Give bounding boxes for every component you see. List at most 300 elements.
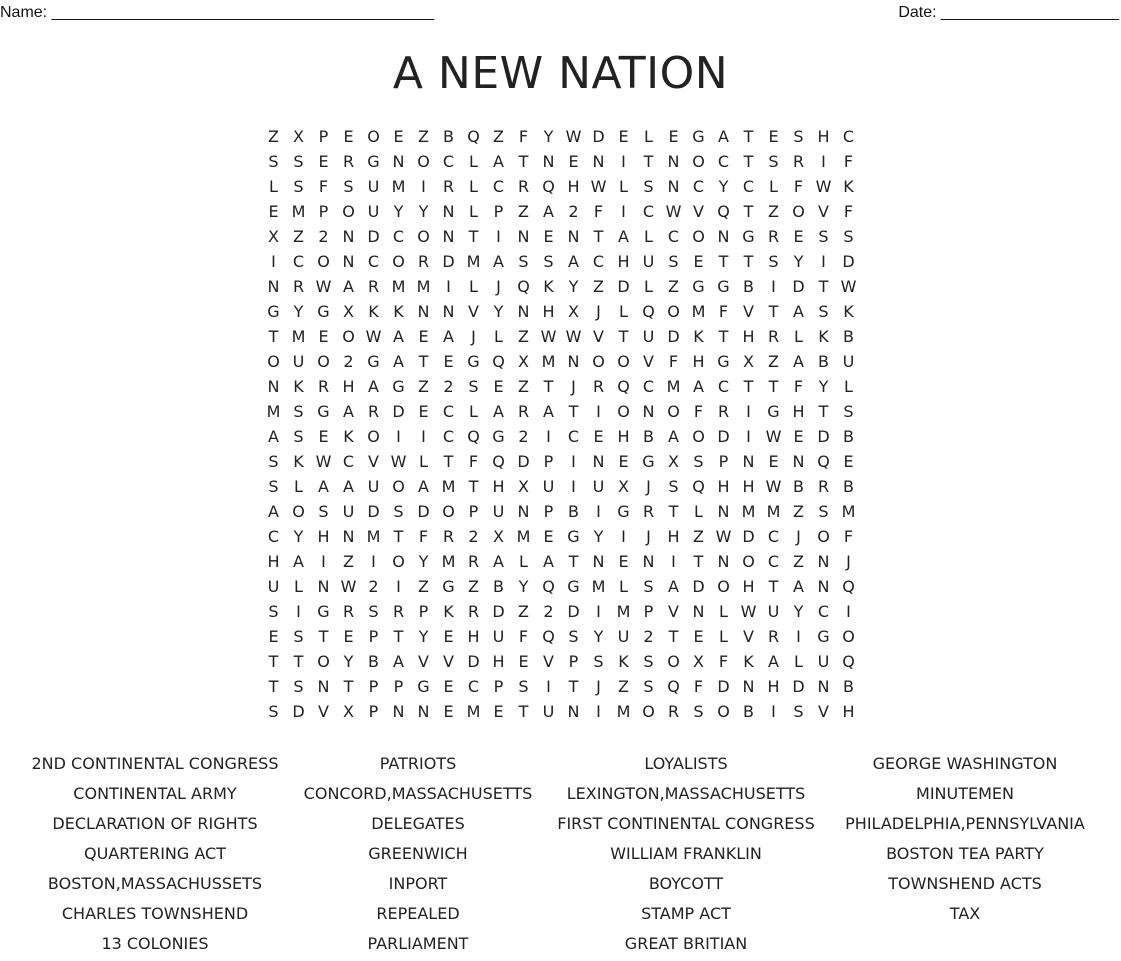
grid-letter: N — [592, 552, 605, 571]
grid-letter: Y — [568, 277, 579, 296]
grid-letter: U — [817, 652, 830, 671]
grid-letter: V — [743, 302, 754, 321]
grid-letter: C — [442, 402, 455, 421]
grid-letter: H — [492, 652, 505, 671]
grid-letter: I — [796, 627, 801, 646]
grid-letter: S — [818, 227, 829, 246]
grid-letter: K — [393, 302, 404, 321]
grid-letter: H — [717, 477, 730, 496]
grid-letter: S — [843, 402, 854, 421]
grid-letter: I — [771, 702, 776, 721]
grid-letter: P — [418, 602, 429, 621]
grid-letter: Z — [768, 202, 779, 221]
grid-letter: V — [818, 202, 829, 221]
grid-letter: I — [446, 277, 451, 296]
grid-letter: I — [596, 502, 601, 521]
grid-letter: O — [367, 427, 380, 446]
grid-letter: L — [844, 377, 853, 396]
grid-letter: Q — [667, 677, 680, 696]
grid-letter: B — [793, 477, 804, 496]
grid-letter: S — [318, 502, 329, 521]
grid-letter: K — [368, 302, 379, 321]
grid-letter: F — [668, 352, 679, 371]
grid-letter: O — [442, 502, 455, 521]
grid-letter: K — [293, 377, 304, 396]
grid-letter: Z — [518, 602, 529, 621]
grid-letter: N — [742, 677, 755, 696]
grid-row — [261, 424, 861, 449]
grid-letter: H — [342, 377, 355, 396]
grid-letter: C — [717, 377, 730, 396]
grid-letter: G — [767, 402, 780, 421]
grid-letter: H — [317, 527, 330, 546]
grid-letter: I — [596, 602, 601, 621]
grid-letter: Y — [543, 127, 554, 146]
grid-letter: X — [668, 452, 679, 471]
grid-letter: S — [518, 677, 529, 696]
grid-letter: S — [293, 402, 304, 421]
word-bank-item: LEXINGTON,MASSACHUSETTS — [566, 784, 806, 803]
grid-row — [261, 474, 861, 499]
grid-letter: P — [543, 452, 554, 471]
word-bank-item: GREENWICH — [368, 844, 468, 863]
word-bank-item: CONTINENTAL ARMY — [73, 784, 237, 803]
grid-letter: R — [342, 152, 355, 171]
grid-letter: G — [817, 627, 830, 646]
grid-letter: S — [293, 677, 304, 696]
grid-letter: A — [493, 552, 504, 571]
grid-letter: I — [621, 152, 626, 171]
grid-letter: T — [593, 227, 604, 246]
grid-letter: P — [368, 627, 379, 646]
word-bank-item: WILLIAM FRANKLIN — [610, 844, 762, 863]
grid-letter: H — [467, 627, 480, 646]
grid-letter: B — [743, 702, 754, 721]
grid-letter: M — [391, 277, 406, 296]
grid-letter: A — [793, 302, 804, 321]
grid-letter: T — [668, 627, 679, 646]
grid-letter: P — [318, 202, 329, 221]
grid-letter: O — [267, 352, 280, 371]
grid-letter: X — [493, 527, 504, 546]
word-bank-item: 2ND CONTINENTAL CONGRESS — [31, 754, 279, 773]
grid-letter: H — [767, 677, 780, 696]
grid-row — [261, 649, 861, 674]
grid-letter: P — [493, 202, 504, 221]
grid-letter: G — [267, 302, 280, 321]
grid-letter: C — [842, 127, 855, 146]
grid-letter: N — [392, 152, 405, 171]
grid-letter: D — [417, 502, 430, 521]
grid-letter: C — [267, 527, 280, 546]
grid-letter: O — [317, 252, 330, 271]
grid-letter: A — [343, 402, 354, 421]
grid-letter: I — [421, 427, 426, 446]
grid-letter: G — [417, 677, 430, 696]
grid-letter: D — [292, 702, 305, 721]
grid-letter: K — [743, 652, 754, 671]
grid-letter: E — [443, 352, 454, 371]
grid-letter: N — [267, 377, 280, 396]
grid-letter: A — [443, 327, 454, 346]
word-bank-column — [810, 751, 1120, 931]
grid-letter: R — [592, 377, 605, 396]
grid-letter: E — [618, 452, 629, 471]
grid-letter: O — [792, 202, 805, 221]
grid-letter: E — [318, 152, 329, 171]
grid-letter: M — [416, 277, 431, 296]
grid-letter: A — [718, 127, 729, 146]
date-field[interactable]: Date: ____________________ — [898, 4, 1119, 21]
grid-letter: Y — [493, 302, 504, 321]
grid-letter: I — [546, 677, 551, 696]
grid-letter: Q — [842, 577, 855, 596]
grid-letter: T — [568, 552, 579, 571]
grid-letter: W — [540, 327, 557, 346]
grid-letter: C — [767, 527, 780, 546]
grid-letter: E — [668, 127, 679, 146]
grid-letter: A — [493, 252, 504, 271]
grid-letter: N — [717, 227, 730, 246]
grid-letter: O — [592, 352, 605, 371]
grid-letter: N — [667, 152, 680, 171]
grid-letter: T — [468, 227, 479, 246]
grid-letter: P — [393, 677, 404, 696]
grid-letter: Q — [717, 202, 730, 221]
grid-letter: O — [617, 352, 630, 371]
grid-letter: L — [694, 502, 703, 521]
grid-letter: T — [743, 202, 754, 221]
grid-letter: O — [667, 302, 680, 321]
grid-letter: S — [643, 652, 654, 671]
grid-letter: M — [291, 202, 306, 221]
grid-letter: K — [343, 427, 354, 446]
grid-letter: S — [693, 452, 704, 471]
grid-letter: O — [742, 552, 755, 571]
grid-letter: R — [317, 377, 330, 396]
grid-letter: S — [818, 502, 829, 521]
grid-letter: S — [293, 177, 304, 196]
grid-letter: L — [269, 177, 278, 196]
grid-letter: S — [468, 377, 479, 396]
grid-letter: T — [518, 702, 529, 721]
grid-letter: D — [817, 427, 830, 446]
grid-letter: N — [592, 452, 605, 471]
grid-letter: D — [742, 527, 755, 546]
grid-letter: W — [565, 327, 582, 346]
grid-letter: N — [317, 677, 330, 696]
grid-letter: Q — [492, 452, 505, 471]
grid-letter: R — [367, 402, 380, 421]
grid-letter: A — [343, 477, 354, 496]
grid-letter: H — [567, 177, 580, 196]
word-bank-item: LOYALISTS — [644, 754, 728, 773]
grid-letter: C — [817, 602, 830, 621]
grid-letter: C — [667, 227, 680, 246]
grid-letter: L — [469, 402, 478, 421]
grid-letter: X — [518, 352, 529, 371]
grid-letter: M — [391, 177, 406, 196]
grid-letter: T — [393, 527, 404, 546]
grid-letter: R — [817, 477, 830, 496]
grid-row — [261, 224, 861, 249]
grid-letter: V — [368, 452, 379, 471]
grid-letter: S — [843, 227, 854, 246]
grid-letter: E — [493, 702, 504, 721]
grid-letter: X — [268, 227, 279, 246]
grid-letter: A — [393, 652, 404, 671]
grid-letter: X — [293, 127, 304, 146]
grid-letter: J — [596, 677, 601, 696]
grid-letter: 2 — [318, 227, 329, 246]
grid-letter: O — [842, 627, 855, 646]
grid-letter: U — [542, 702, 555, 721]
grid-letter: I — [771, 277, 776, 296]
grid-letter: W — [665, 202, 682, 221]
grid-letter: S — [593, 652, 604, 671]
grid-letter: W — [565, 127, 582, 146]
grid-letter: 2 — [443, 377, 454, 396]
grid-letter: S — [543, 252, 554, 271]
grid-letter: T — [268, 677, 279, 696]
grid-letter: T — [743, 152, 754, 171]
word-bank-item: INPORT — [388, 874, 448, 893]
grid-letter: K — [843, 177, 854, 196]
grid-letter: K — [543, 277, 554, 296]
grid-letter: Z — [268, 127, 279, 146]
grid-letter: L — [619, 177, 628, 196]
grid-letter: U — [367, 477, 380, 496]
grid-letter: O — [317, 652, 330, 671]
grid-letter: Q — [542, 627, 555, 646]
grid-letter: P — [368, 677, 379, 696]
grid-row — [261, 349, 861, 374]
grid-letter: Z — [793, 552, 804, 571]
grid-letter: D — [717, 677, 730, 696]
grid-letter: S — [293, 627, 304, 646]
grid-letter: R — [767, 627, 780, 646]
grid-letter: F — [693, 402, 704, 421]
grid-letter: Z — [343, 552, 354, 571]
grid-letter: T — [268, 327, 279, 346]
grid-letter: X — [743, 352, 754, 371]
grid-letter: 2 — [643, 627, 654, 646]
grid-letter: P — [468, 502, 479, 521]
grid-letter: H — [617, 252, 630, 271]
grid-letter: T — [743, 252, 754, 271]
grid-letter: E — [418, 327, 429, 346]
grid-letter: B — [568, 502, 579, 521]
grid-letter: W — [315, 452, 332, 471]
grid-letter: A — [693, 377, 704, 396]
grid-letter: T — [643, 152, 654, 171]
grid-letter: O — [692, 152, 705, 171]
grid-letter: H — [667, 527, 680, 546]
grid-letter: U — [592, 477, 605, 496]
grid-letter: A — [668, 427, 679, 446]
grid-letter: A — [268, 502, 279, 521]
grid-row — [261, 574, 861, 599]
grid-letter: H — [817, 127, 830, 146]
grid-letter: G — [617, 502, 630, 521]
grid-letter: P — [318, 127, 329, 146]
name-field[interactable]: Name: ___________________________________________ — [0, 4, 435, 21]
grid-letter: W — [740, 602, 757, 621]
grid-letter: Q — [642, 302, 655, 321]
grid-letter: K — [693, 327, 704, 346]
grid-letter: E — [443, 702, 454, 721]
grid-letter: N — [267, 277, 280, 296]
grid-letter: U — [492, 502, 505, 521]
grid-letter: R — [442, 177, 455, 196]
grid-letter: A — [793, 352, 804, 371]
grid-row — [261, 374, 861, 399]
grid-letter: R — [392, 602, 405, 621]
grid-letter: J — [846, 552, 851, 571]
grid-letter: N — [517, 302, 530, 321]
word-bank-item: TAX — [949, 904, 981, 923]
word-bank-item: BOSTON,MASSACHUSSETS — [47, 874, 263, 893]
grid-letter: C — [292, 252, 305, 271]
grid-letter: E — [618, 552, 629, 571]
grid-letter: O — [667, 402, 680, 421]
grid-letter: T — [418, 352, 429, 371]
grid-letter: E — [693, 627, 704, 646]
grid-letter: S — [643, 677, 654, 696]
grid-letter: N — [442, 302, 455, 321]
grid-letter: U — [292, 352, 305, 371]
grid-letter: K — [293, 452, 304, 471]
grid-letter: M — [291, 327, 306, 346]
grid-letter: N — [317, 577, 330, 596]
grid-letter: Q — [467, 427, 480, 446]
grid-letter: J — [596, 302, 601, 321]
grid-letter: M — [366, 527, 381, 546]
grid-letter: U — [267, 577, 280, 596]
grid-letter: S — [518, 252, 529, 271]
grid-letter: O — [342, 327, 355, 346]
grid-letter: C — [642, 377, 655, 396]
grid-letter: X — [693, 652, 704, 671]
grid-letter: I — [846, 602, 851, 621]
grid-letter: D — [842, 252, 855, 271]
grid-letter: D — [667, 327, 680, 346]
grid-letter: P — [368, 702, 379, 721]
grid-letter: A — [543, 552, 554, 571]
grid-letter: W — [340, 577, 357, 596]
grid-letter: I — [621, 202, 626, 221]
grid-letter: N — [692, 602, 705, 621]
grid-letter: Q — [617, 377, 630, 396]
grid-letter: E — [443, 627, 454, 646]
grid-letter: E — [768, 127, 779, 146]
grid-letter: T — [693, 552, 704, 571]
grid-letter: J — [646, 527, 651, 546]
word-bank-item: GREAT BRITIAN — [624, 934, 748, 953]
grid-letter: U — [642, 252, 655, 271]
grid-letter: T — [343, 677, 354, 696]
word-bank-item: BOSTON TEA PARTY — [886, 844, 1044, 863]
grid-letter: O — [642, 702, 655, 721]
grid-letter: T — [618, 327, 629, 346]
grid-letter: D — [442, 252, 455, 271]
grid-letter: N — [342, 252, 355, 271]
grid-letter: W — [765, 477, 782, 496]
grid-letter: S — [343, 177, 354, 196]
grid-letter: Z — [293, 227, 304, 246]
grid-row — [261, 599, 861, 624]
grid-letter: A — [318, 477, 329, 496]
grid-letter: O — [817, 527, 830, 546]
grid-letter: E — [443, 677, 454, 696]
grid-letter: S — [568, 627, 579, 646]
grid-letter: Z — [418, 577, 429, 596]
grid-letter: F — [843, 527, 854, 546]
grid-letter: O — [417, 152, 430, 171]
grid-letter: E — [318, 427, 329, 446]
grid-letter: O — [717, 577, 730, 596]
grid-letter: X — [343, 702, 354, 721]
grid-letter: Y — [393, 202, 404, 221]
grid-letter: N — [442, 202, 455, 221]
grid-letter: Y — [593, 527, 604, 546]
grid-letter: M — [441, 552, 456, 571]
grid-letter: R — [642, 502, 655, 521]
grid-letter: Z — [418, 377, 429, 396]
grid-letter: F — [718, 302, 729, 321]
grid-letter: G — [717, 277, 730, 296]
grid-letter: N — [517, 227, 530, 246]
grid-letter: Z — [518, 377, 529, 396]
grid-letter: S — [693, 702, 704, 721]
grid-letter: E — [543, 227, 554, 246]
grid-letter: C — [692, 177, 705, 196]
grid-letter: F — [318, 177, 329, 196]
grid-row — [261, 399, 861, 424]
grid-letter: I — [596, 702, 601, 721]
grid-letter: V — [543, 652, 554, 671]
grid-letter: Y — [293, 302, 304, 321]
grid-letter: C — [467, 677, 480, 696]
grid-letter: E — [393, 127, 404, 146]
grid-letter: S — [293, 427, 304, 446]
grid-letter: N — [792, 452, 805, 471]
grid-letter: A — [268, 427, 279, 446]
grid-letter: G — [642, 452, 655, 471]
grid-letter: 2 — [343, 352, 354, 371]
grid-letter: A — [668, 577, 679, 596]
grid-letter: R — [342, 602, 355, 621]
grid-letter: K — [843, 302, 854, 321]
word-bank-item: DELEGATES — [371, 814, 465, 833]
grid-letter: S — [293, 152, 304, 171]
grid-letter: A — [293, 552, 304, 571]
grid-letter: T — [318, 627, 329, 646]
grid-letter: T — [743, 127, 754, 146]
grid-letter: B — [443, 127, 454, 146]
word-bank-item: QUARTERING ACT — [84, 844, 226, 863]
grid-letter: U — [642, 327, 655, 346]
grid-letter: S — [818, 302, 829, 321]
word-bank-item: CONCORD,MASSACHUSETTS — [303, 784, 533, 803]
grid-row — [261, 674, 861, 699]
grid-letter: S — [268, 152, 279, 171]
grid-letter: E — [543, 527, 554, 546]
grid-row — [261, 249, 861, 274]
grid-letter: M — [266, 402, 281, 421]
grid-letter: Y — [818, 377, 829, 396]
grid-letter: M — [691, 302, 706, 321]
